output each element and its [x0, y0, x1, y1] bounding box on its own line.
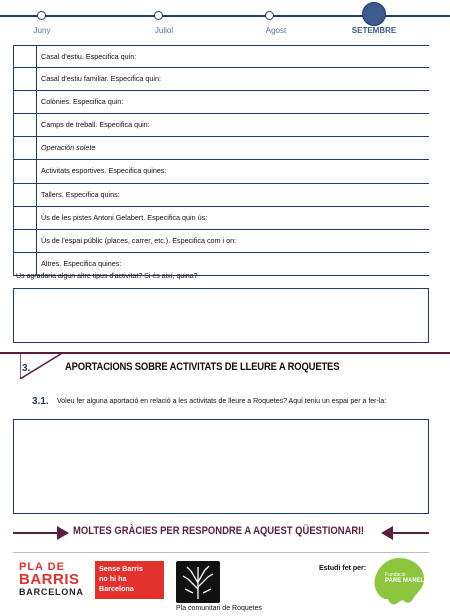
timeline-dot-juny	[37, 11, 46, 20]
activity-label: Camps de treball. Especifica quin:	[41, 120, 150, 130]
section-title: APORTACIONS SOBRE ACTIVITATS DE LLEURE A ROQUETES	[65, 361, 340, 373]
subsection-question: Voleu fer alguna aportació en relació a les activitats de lleure a Roquetes? Aquí teniu un espai per a fer-la:	[57, 398, 387, 405]
tree-icon	[176, 561, 220, 603]
section-number: 3.	[22, 363, 31, 374]
activity-checkbox[interactable]	[13, 184, 37, 206]
footer-divider	[13, 552, 429, 553]
arrow-left-icon	[381, 526, 393, 540]
activity-label: Altres. Especifica quines:	[41, 258, 122, 268]
pla-comunitari-caption: Pla comunitari de Roquetes	[176, 605, 262, 612]
timeline-dot-setembre-current	[362, 2, 386, 26]
activity-label: Activitats esportives. Especifica quines:	[41, 166, 167, 176]
activity-row	[13, 137, 429, 160]
activity-row	[13, 160, 429, 183]
timeline-label-agost: Agost	[265, 26, 287, 35]
activity-label: Tallers. Especifica quins:	[41, 189, 120, 199]
contribution-answer-box[interactable]	[13, 419, 429, 514]
activity-row	[13, 184, 429, 207]
activity-label: Operación solete	[41, 143, 96, 153]
activity-label: Ús de l'espai públic (places, carrer, etc.). Especifica com i on:	[41, 235, 237, 245]
activity-checkbox[interactable]	[13, 230, 37, 252]
other-activity-question: Us agradaria algun altre tipus d'activitat? Si és així, quina?	[16, 273, 198, 280]
activity-row	[13, 91, 429, 114]
activity-label: Casal d'estiu. Especifica quin:	[41, 52, 137, 61]
timeline-dot-juliol	[154, 11, 163, 20]
activities-checklist	[13, 45, 429, 276]
activity-checkbox[interactable]	[13, 114, 37, 136]
timeline-label-setembre: SETEMBRE	[351, 26, 397, 35]
sense-barris-logo: Sense Barris no hi ha Barcelona	[95, 561, 164, 599]
subsection-number: 3.1.	[32, 396, 49, 407]
fundacio-pare-manel-logo: Fundació PARE MANEL	[369, 555, 429, 607]
activity-checkbox[interactable]	[13, 207, 37, 229]
thanks-banner	[0, 523, 450, 543]
activity-label: Ús de les pistes Antoni Gelabert. Especifica quin ús:	[41, 212, 208, 222]
timeline-label-juliol: Juliol	[154, 26, 174, 35]
timeline-dot-agost	[265, 11, 274, 20]
other-activity-answer-box[interactable]	[13, 288, 429, 343]
thanks-line-left	[13, 532, 57, 534]
activity-checkbox[interactable]	[13, 46, 37, 67]
activity-label: Colònies. Especifica quin:	[41, 97, 124, 107]
activity-row	[13, 68, 429, 91]
section-divider	[0, 352, 450, 354]
activity-checkbox[interactable]	[13, 160, 37, 182]
pla-comunitari-logo	[176, 561, 220, 603]
timeline-label-juny: Juny	[33, 26, 51, 35]
activity-checkbox[interactable]	[13, 68, 37, 90]
pla-de-barris-logo: PLA DE BARRIS BARCELONA	[19, 561, 84, 597]
activity-row	[13, 114, 429, 137]
month-timeline	[0, 0, 450, 40]
activity-checkbox[interactable]	[13, 137, 37, 159]
thanks-line-right	[393, 532, 429, 534]
estudi-fet-per-label: Estudi fet per:	[319, 565, 367, 572]
activity-label: Casal d'estiu familiar. Especifica quin:	[41, 74, 162, 84]
activity-row	[13, 230, 429, 253]
activity-row	[13, 207, 429, 230]
activity-row	[13, 45, 429, 68]
thanks-message: MOLTES GRÀCIES PER RESPONDRE A AQUEST QÜESTIONARI!	[73, 525, 365, 537]
arrow-right-icon	[57, 526, 69, 540]
activity-checkbox[interactable]	[13, 253, 37, 275]
activity-checkbox[interactable]	[13, 91, 37, 113]
